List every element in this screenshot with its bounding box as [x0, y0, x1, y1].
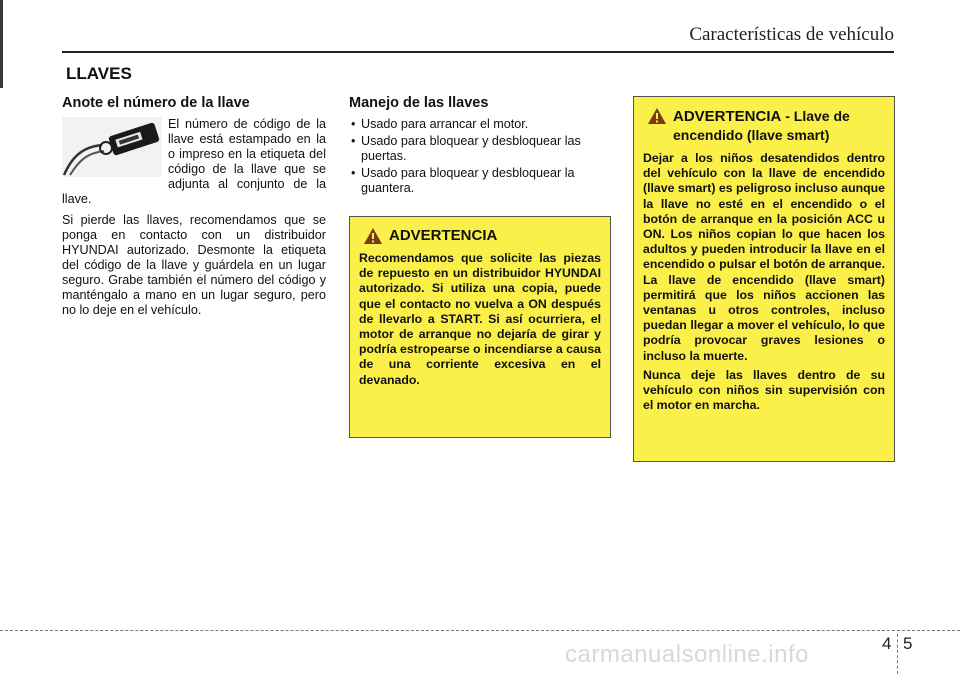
warning-triangle-icon [647, 107, 667, 125]
chapter-number: 4 [882, 634, 892, 653]
warning-title [673, 107, 885, 145]
paragraph-lost-keys: Si pierde las llaves, recomendamos que se ponga en contacto con un distribuidor HYUNDAI autorizado. Desmonte la etiqueta del código de la llave y guárdela en un lugar seguro. Grabe también el número del código y manténgalo a mano en un lugar seguro, pero no lo deje en el vehículo. [62, 213, 326, 317]
warning-box-smart-key [633, 96, 895, 462]
list-item: • Usado para bloquear y desbloquear la guantera. [349, 166, 611, 196]
page-number-separator [897, 634, 898, 674]
warning-title: ADVERTENCIA [389, 227, 498, 244]
left-edge-rule [0, 0, 3, 88]
paragraph-key-code: El número de código de la llave está estampado en la o impreso en la etiqueta del código de la llave que se adjunta al conjunto de la llave. [62, 117, 326, 206]
page-number: 5 [903, 634, 913, 653]
heading-key-handling: Manejo de las llaves [349, 95, 489, 111]
warning-body: Recomendamos que solicite las piezas de repuesto en un distribuidor HYUNDAI autorizado. Si utiliza una copia, puede que el contacto no vuelva a ON después de llevarlo a START. Si así ocurriera, el motor de arranque no dejaría de girar y podría estropearse o incendiarse a causa de una corriente excesiva en el devanado. [359, 251, 601, 387]
warning-subtitle: - Llave de encendido (llave smart) [673, 108, 850, 143]
header-rule [62, 51, 894, 53]
warning-header [359, 227, 601, 245]
warning-triangle-icon [363, 227, 383, 245]
list-item: • Usado para bloquear y desbloquear las puertas. [349, 134, 611, 164]
warning-header [643, 107, 885, 145]
warning-body-supervision: Nunca deje las llaves dentro de su vehículo con niños sin supervisión con el motor en marcha. [643, 367, 885, 413]
column-key-handling [349, 95, 611, 198]
section-title: LLAVES [66, 64, 132, 83]
page-header-title: Características de vehículo [689, 24, 894, 45]
bullet-list [349, 117, 611, 196]
warning-box-spare-parts [349, 216, 611, 438]
key-tag-image [62, 117, 162, 177]
column-key-number [62, 95, 326, 324]
warning-body-children: Dejar a los niños desatendidos dentro del vehículo con la llave de encendido (llave smart) es peligroso incluso aunque la llave no esté en el encendido o el botón de arranque en la posición ACC u ON. Los niños copian lo que hacen los adultos y pueden introducir la llave en el encendido o pulsar el botón de arranque. La llave de encendido (llave smart) permitirá que los niños accionen las ventanas u otros controles, incluso puedan llegar a mover el vehículo, lo que podría provocar graves lesiones o incluso la muerte. [643, 151, 885, 363]
watermark-text: carmanualsonline.info [565, 641, 809, 668]
warning-title-main: ADVERTENCIA [673, 108, 782, 125]
footer-rule [0, 630, 960, 631]
heading-key-number: Anote el número de la llave [62, 95, 250, 111]
list-item: • Usado para arrancar el motor. [349, 117, 611, 132]
